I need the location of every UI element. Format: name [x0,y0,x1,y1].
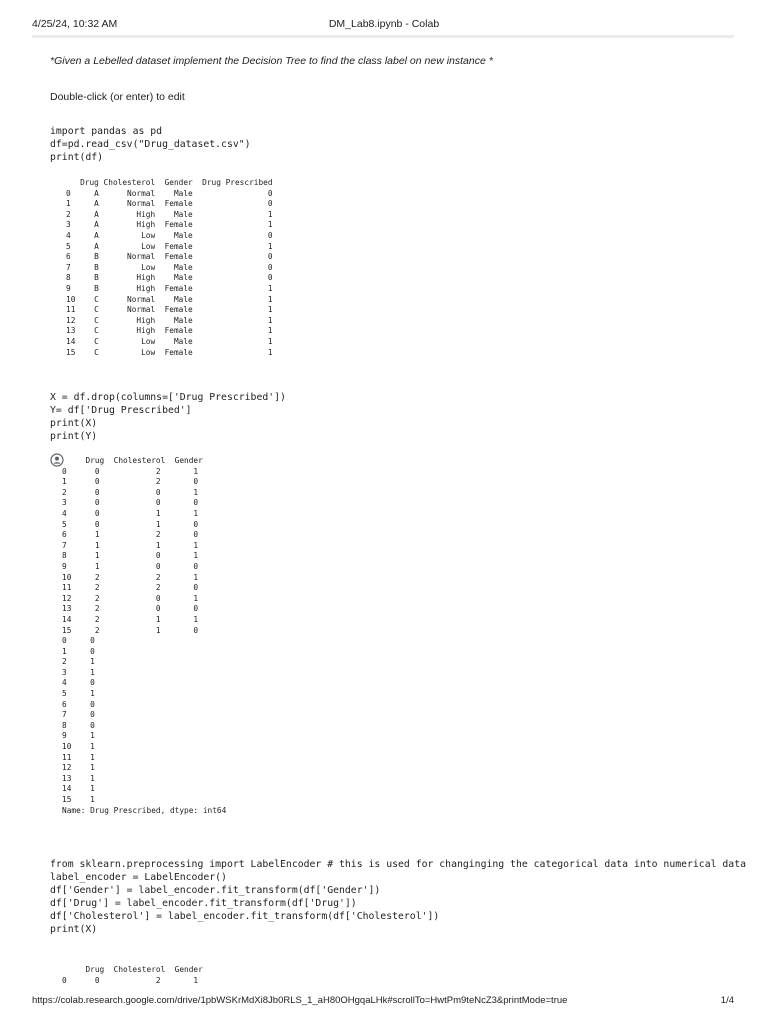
output-cell-2: Drug Cholesterol Gender 0 0 2 1 1 0 2 0 2 0 0 1 3 0 0 0 4 0 1 1 5 0 1 0 6 1 2 0 7 1 1 1 8 1 0 1 9 1 0 0 10 2 2 1 11 2 2 0 12 2 0 1 13 2 0 0 14 2 1 1 15 2 1 0 0 0 1 0 2 1 3 1 4 0 5 1 6 0 7 0 8 0 9 1 10 1 11 1 12 1 13 1 14 1 15 1 Name: Drug Prescribed, dtype: int64 [62,456,227,815]
markdown-edit-hint[interactable]: Double-click (or enter) to edit [50,91,185,103]
code-cell-2[interactable]: X = df.drop(columns=['Drug Prescribed']) Y= df['Drug Prescribed'] print(X) print(Y) [50,392,286,442]
code-cell-3[interactable]: from sklearn.preprocessing import LabelEncoder # this is used for changinging the categorical data into numerical data label_encoder = LabelEncoder() df['Gender'] = label_encoder.fit_transform(df['Gender']) df['Drug'] = label_encoder.fit_transform(df['Drug']) df['Cholesterol'] = label_encoder.fit_transform(df['Cholesterol']) print(X) [50,859,746,935]
markdown-task-text[interactable]: *Given a Lebelled dataset implement the Decision Tree to find the class label on new instance * [50,55,493,67]
page-title: DM_Lab8.ipynb - Colab [328,18,440,30]
print-url: https://colab.research.google.com/drive/1pbWSKrMdXi8Jb0RLS_1_aH80OHgqaLHk#scrollTo=HwtPm9teNcZ3&printMode=true [32,995,568,1006]
print-datetime: 4/25/24, 10:32 AM [32,18,118,30]
output-cell-3: Drug Cholesterol Gender 0 0 2 1 [62,965,203,985]
header-divider [32,35,734,38]
code-cell-1[interactable]: import pandas as pd df=pd.read_csv("Drug_dataset.csv") print(df) [50,126,251,163]
page-number: 1/4 [720,995,734,1006]
output-cell-1: Drug Cholesterol Gender Drug Prescribed 0 A Normal Male 0 1 A Normal Female 0 2 A High Male 1 3 A High Female 1 4 A Low Male 0 5 A Low Female 1 6 B Normal Female 0 7 B Low Male 0 8 B High Male 0 9 B High Female 1 10 C Normal Male 1 11 C Normal Female 1 12 C High Male 1 13 C High Female 1 14 C Low Male 1 15 C Low Female 1 [66,178,273,357]
